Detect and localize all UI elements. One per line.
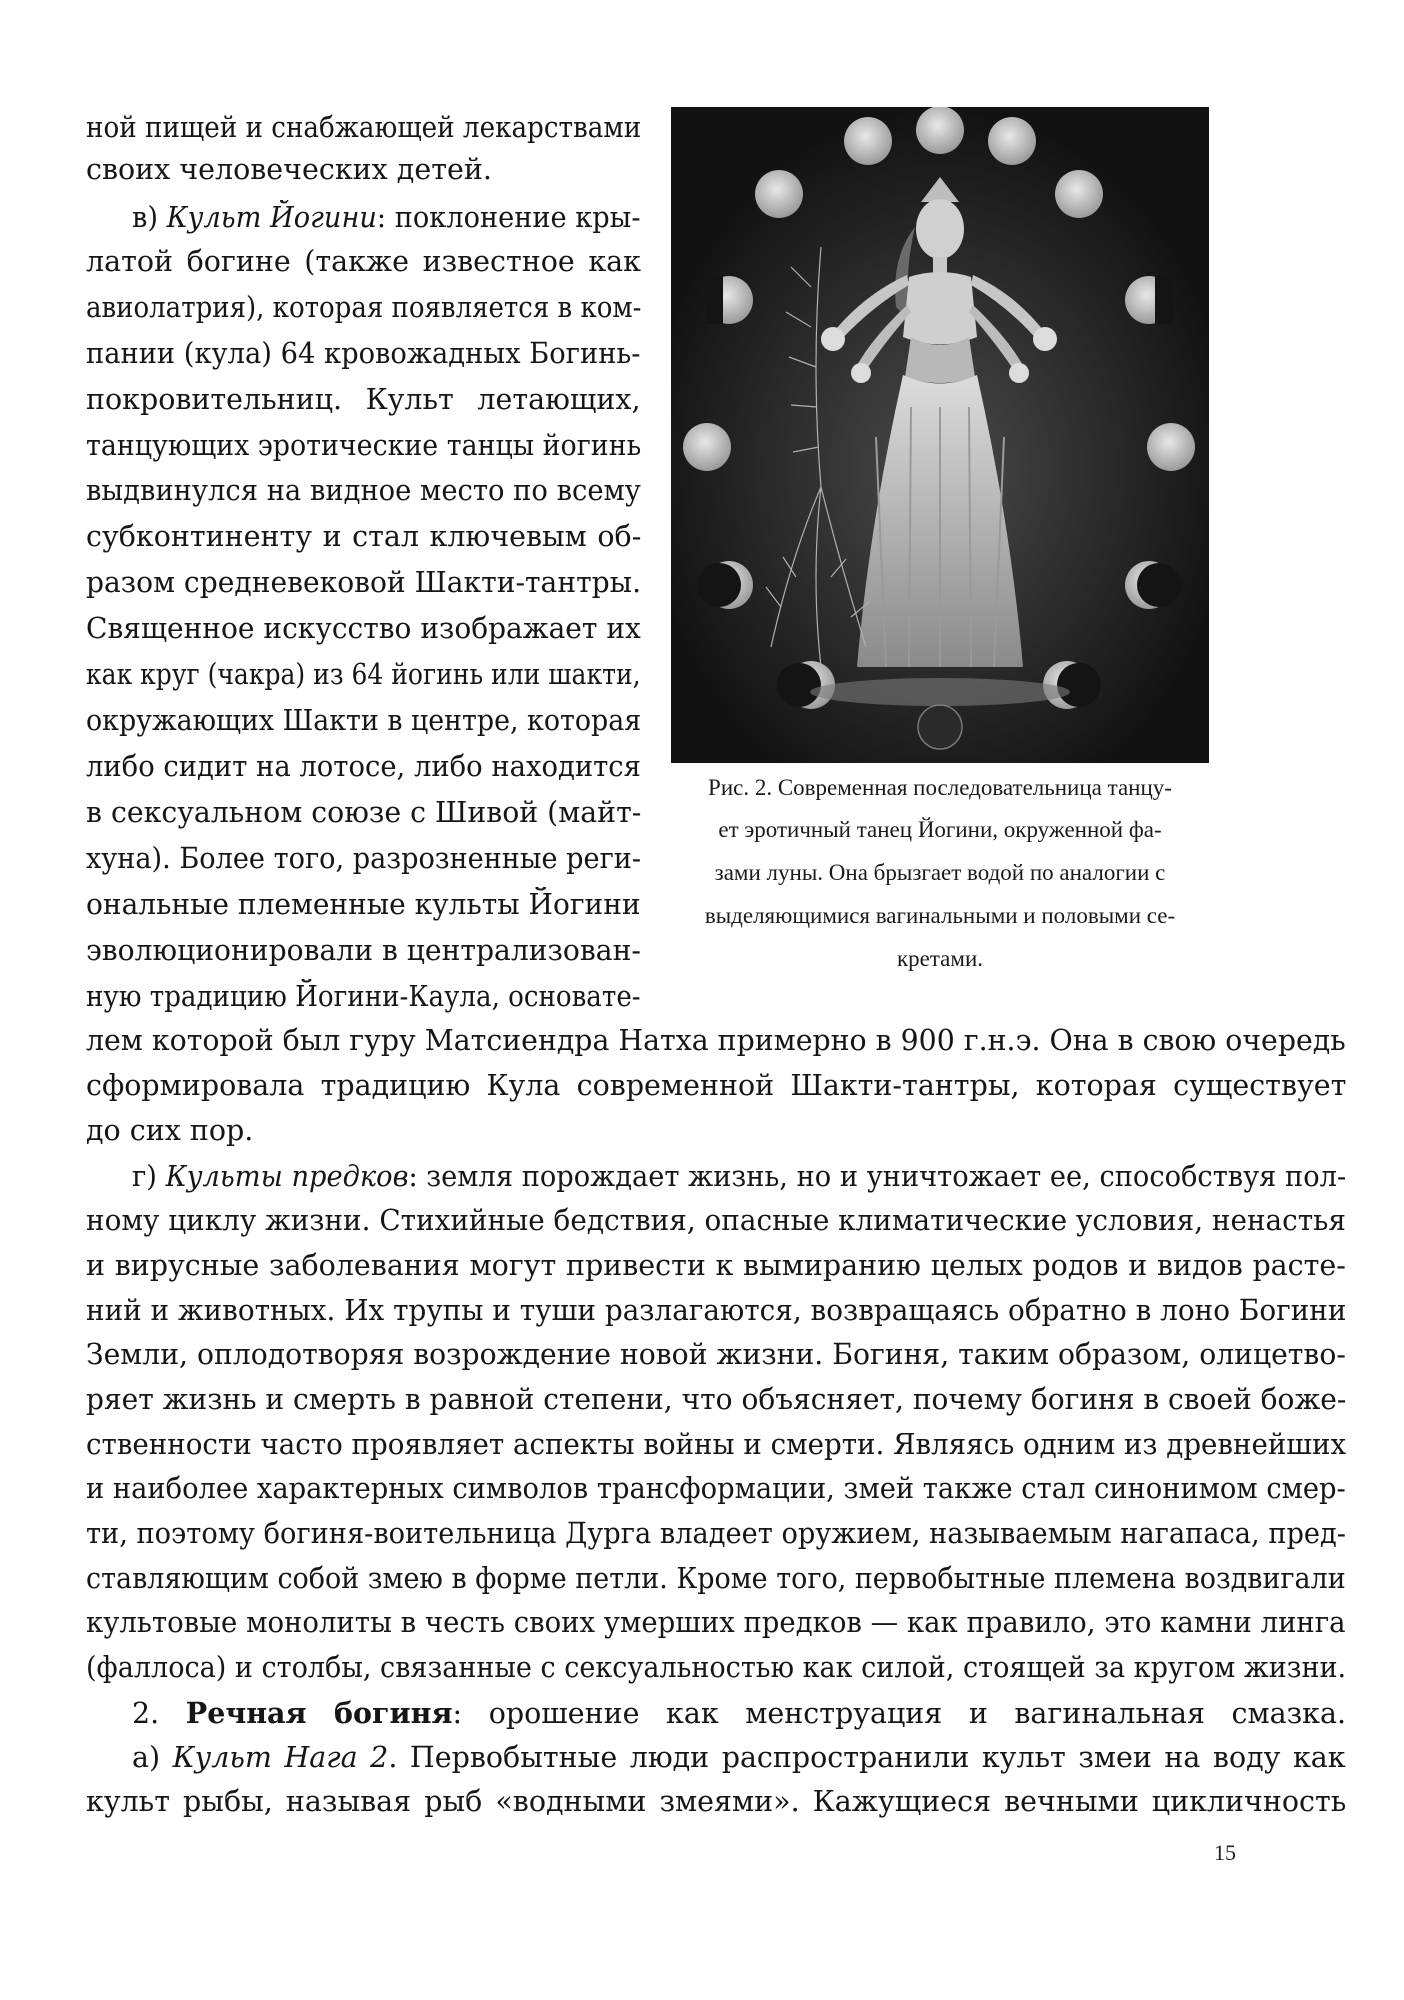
text-line: авиолатрия), которая появляется в ком-	[86, 291, 642, 324]
moon-icon	[844, 117, 892, 165]
text-line: Земли, оплодотворяя возрождение новой жизни. Богиня, таким образом, олицетво-	[86, 1338, 1346, 1371]
text-line: лем которой был гуру Матсиендра Натха примерно в 900 г.н.э. Она в свою очередь	[86, 1024, 1346, 1057]
text-line: танцующих эротические танцы йогинь	[86, 429, 642, 462]
text-line: Священное искусство изображает их	[86, 612, 641, 645]
text-line: культовые монолиты в честь своих умерших предков — как правило, это камни линга	[86, 1606, 1346, 1639]
text-line: своих человеческих детей.	[86, 153, 492, 186]
text-line: выдвинулся на видное место по всему	[86, 474, 641, 507]
river-prefix: 2.	[132, 1697, 186, 1730]
text-line: культ рыбы, называя рыб «водными змеями». Кажущиеся вечными цикличность	[86, 1785, 1347, 1818]
naga-term: Культ Нага 2	[172, 1741, 389, 1774]
text-line: ти, поэтому богиня-воительница Дурга владеет оружием, называемым нагапаса, пред-	[86, 1517, 1346, 1550]
text-line: окружающих Шакти в центре, которая	[86, 704, 642, 737]
ancestors-prefix: г)	[132, 1160, 166, 1193]
moon-icon	[916, 107, 964, 154]
figure-caption-line: зами луны. Она брызгает водой по аналогии с	[714, 860, 1166, 885]
text-line: и наиболее характерных символов трансформации, змей также стал синонимом смер-	[86, 1472, 1346, 1505]
text-line: ному циклу жизни. Стихийные бедствия, опасные климатические условия, ненастья	[86, 1204, 1346, 1237]
photo-illustration	[671, 107, 1209, 763]
text-line: хуна). Более того, разрозненные реги-	[86, 842, 642, 875]
moon-icon	[683, 423, 731, 471]
ancestors-paragraph-start	[132, 1156, 1346, 1198]
naga-paragraph-start	[132, 1737, 1346, 1779]
text-line: ряет жизнь и смерть в равной степени, что объясняет, почему богиня в своей боже-	[86, 1383, 1347, 1416]
text-line: (фаллоса) и столбы, связанные с сексуальностью как силой, стоящей за кругом жизни.	[86, 1651, 1347, 1684]
yogini-term: Культ Йогини	[166, 201, 377, 234]
figure-caption-line: выделяющимися вагинальными и половыми се-	[704, 903, 1176, 928]
text-line: покровительниц. Культ летающих,	[86, 383, 641, 416]
figure-caption-line: Рис. 2. Современная последовательница танцу-	[708, 775, 1172, 800]
moon-icon	[1147, 423, 1195, 471]
text-line: пании (кула) 64 кровожадных Богинь-	[86, 337, 641, 370]
text-line: до сих пор.	[86, 1114, 254, 1147]
ancestors-term: Культы предков	[165, 1160, 409, 1193]
text-line: латой богине (также известное как	[86, 245, 641, 278]
yogini-prefix: в)	[132, 201, 167, 234]
text-line: ональные племенные культы Йогини	[86, 888, 641, 921]
yogini-paragraph-start	[132, 197, 641, 239]
text-line: либо сидит на лотосе, либо находится	[86, 750, 641, 783]
text-line: в сексуальном союзе с Шивой (майт-	[86, 796, 642, 829]
text-line: субконтиненту и стал ключевым об-	[86, 520, 642, 553]
text-line: ной пищей и снабжающей лекарствами	[86, 111, 642, 144]
river-goddess-paragraph-start	[132, 1692, 1346, 1735]
river-rest: : орошение как менструация и вагинальная смазка.	[452, 1697, 1347, 1730]
text-line: ний и животных. Их трупы и туши разлагаются, возвращаясь обратно в лоно Богини	[86, 1294, 1347, 1327]
figure-caption-line: кретами.	[896, 946, 984, 971]
moon-icon	[918, 705, 962, 749]
text-line: сформировала традицию Кула современной Шакти-тантры, которая существует	[86, 1069, 1347, 1102]
page-number: 15	[1214, 1840, 1236, 1865]
moon-icon	[755, 170, 803, 218]
text-line: как круг (чакра) из 64 йогинь или шакти,	[86, 658, 641, 691]
yogini-rest: : поклонение кры-	[376, 201, 641, 234]
naga-rest: . Первобытные люди распространили культ змеи на воду как	[388, 1741, 1346, 1774]
text-line: и вирусные заболевания могут привести к вымиранию целых родов и видов расте-	[86, 1249, 1346, 1282]
moon-icon	[988, 117, 1036, 165]
text-line: ставляющим собой змею в форме петли. Кроме того, первобытные племена воздвигали	[86, 1562, 1346, 1595]
dancer-with-moon-phases-photo	[671, 107, 1209, 763]
river-term: Речная богиня	[185, 1696, 453, 1730]
text-line: ную традицию Йогини-Каула, основате-	[86, 980, 641, 1013]
moon-icon	[1055, 170, 1103, 218]
ancestors-rest: : земля порождает жизнь, но и уничтожает ее, способствуя пол-	[408, 1160, 1347, 1193]
figure-caption-line: ет эротичный танец Йогини, окруженной фа-	[718, 817, 1162, 842]
text-line: ственности часто проявляет аспекты войны и смерти. Являясь одним из древнейших	[86, 1428, 1347, 1461]
text-line: разом средневековой Шакти-тантры.	[86, 566, 642, 599]
text-line: эволюционировали в централизован-	[86, 934, 641, 967]
naga-prefix: а)	[132, 1741, 173, 1774]
